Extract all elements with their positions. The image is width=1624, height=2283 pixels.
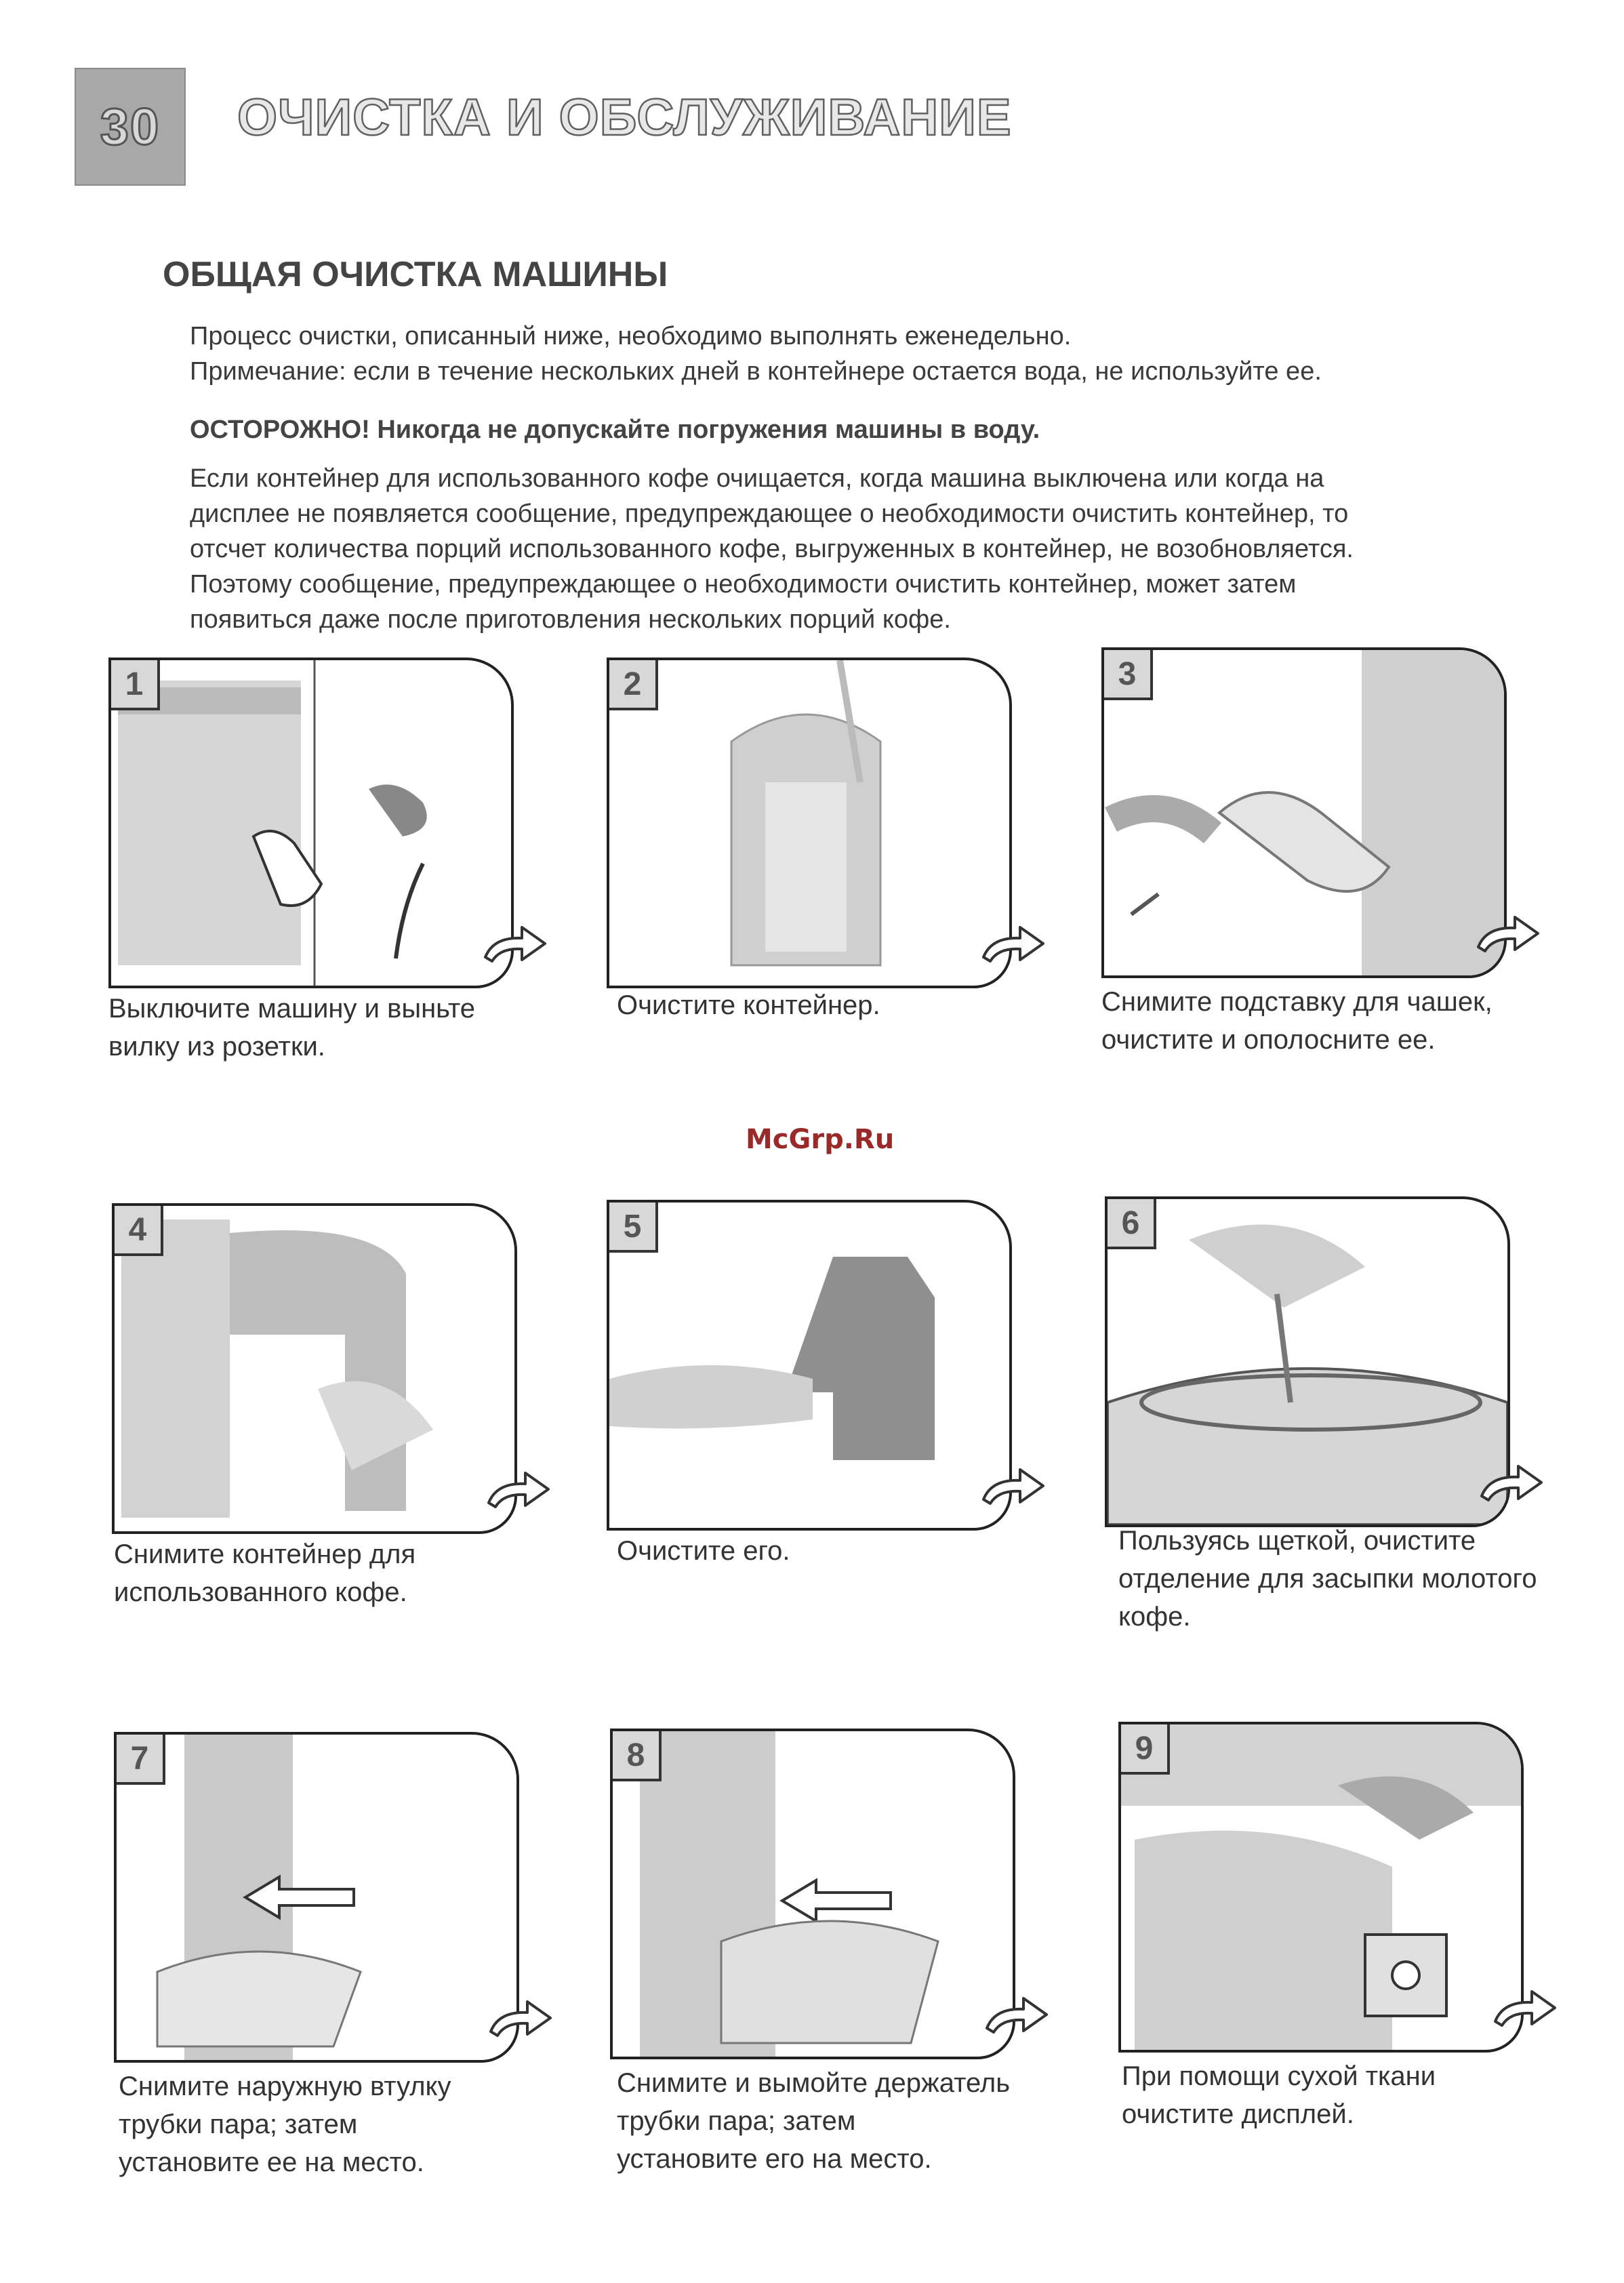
step-caption xyxy=(108,990,475,1066)
step-caption xyxy=(617,986,880,1024)
caption-line: установите ее на место. xyxy=(119,2147,424,2177)
page-number: 30 xyxy=(100,98,161,156)
step-number: 8 xyxy=(610,1729,662,1781)
step-illustration xyxy=(607,658,1012,988)
caption-line: трубки пара; затем xyxy=(119,2109,358,2139)
chapter-title: ОЧИСТКА И ОБСЛУЖИВАНИЕ xyxy=(237,89,1012,146)
next-arrow-icon xyxy=(487,1996,554,2040)
caption-line: Выключите машину и выньте xyxy=(108,994,476,1024)
watermark: McGrp.Ru xyxy=(746,1124,895,1155)
step-illustration xyxy=(112,1203,517,1534)
next-arrow-icon xyxy=(485,1468,552,1511)
step-image xyxy=(115,1206,514,1531)
caption-line: очистите дисплей. xyxy=(1122,2099,1354,2129)
paragraph-line: дисплее не появляется сообщение, предупреждающее о необходимости очистить контейнер, то xyxy=(190,500,1349,528)
intro-line: Процесс очистки, описанный ниже, необходимо выполнять еженедельно. xyxy=(190,322,1072,350)
step-image xyxy=(1121,1724,1521,2050)
paragraph-line: появиться даже после приготовления нескольких порций кофе. xyxy=(190,605,951,634)
step-caption xyxy=(114,1535,415,1611)
next-arrow-icon xyxy=(983,1993,1051,2036)
step-number: 5 xyxy=(607,1200,658,1253)
caption-line: трубки пара; затем xyxy=(617,2106,856,2136)
intro-note: Примечание: если в течение нескольких дней в контейнере остается вода, не используйте ее. xyxy=(190,357,1322,386)
next-arrow-icon xyxy=(481,922,549,965)
step-caption xyxy=(1101,983,1493,1059)
step-illustration xyxy=(1118,1722,1524,2053)
caption-line: Снимите и вымойте держатель xyxy=(617,2068,1011,2098)
step-image xyxy=(111,660,511,986)
step-number: 9 xyxy=(1118,1722,1170,1775)
step-image xyxy=(1104,650,1504,975)
caption-line: Очистите контейнер. xyxy=(617,990,880,1020)
next-arrow-icon xyxy=(1474,912,1542,955)
next-arrow-icon xyxy=(979,1464,1047,1508)
paragraph-line: Поэтому сообщение, предупреждающее о необходимости очистить контейнер, может затем xyxy=(190,570,1297,599)
caption-line: При помощи сухой ткани xyxy=(1122,2061,1436,2091)
step-number: 6 xyxy=(1105,1196,1156,1249)
step-number: 7 xyxy=(114,1732,165,1785)
section-title: ОБЩАЯ ОЧИСТКА МАШИНЫ xyxy=(163,255,668,294)
step-number: 4 xyxy=(112,1203,163,1256)
paragraph-line: Если контейнер для использованного кофе очищается, когда машина выключена или когда на xyxy=(190,464,1324,493)
step-caption xyxy=(617,2064,1010,2178)
caption-line: Очистите его. xyxy=(617,1536,790,1566)
caption-line: кофе. xyxy=(1118,1602,1191,1632)
step-caption xyxy=(617,1532,790,1570)
caption-line: Пользуясь щеткой, очистите xyxy=(1118,1526,1476,1556)
caption-line: отделение для засыпки молотого xyxy=(1118,1564,1537,1594)
next-arrow-icon xyxy=(1491,1986,1559,2029)
caption-line: вилку из розетки. xyxy=(108,1032,325,1062)
caption-line: Снимите контейнер для xyxy=(114,1539,416,1569)
step-image xyxy=(609,660,1009,986)
next-arrow-icon xyxy=(1478,1461,1545,1504)
step-illustration xyxy=(1105,1196,1510,1527)
step-caption xyxy=(1122,2057,1436,2133)
step-image xyxy=(613,1731,1013,2057)
info-paragraph xyxy=(190,461,1518,637)
caption-line: Снимите наружную втулку xyxy=(119,2072,451,2101)
step-caption xyxy=(119,2067,451,2181)
step-number: 3 xyxy=(1101,647,1153,700)
caption-line: установите его на место. xyxy=(617,2144,932,2174)
step-illustration xyxy=(610,1729,1015,2059)
step-illustration xyxy=(607,1200,1012,1531)
step-number: 2 xyxy=(607,658,658,710)
step-image xyxy=(117,1735,516,2060)
step-number: 1 xyxy=(108,658,160,710)
step-illustration xyxy=(114,1732,519,2063)
caption-line: очистите и ополосните ее. xyxy=(1101,1025,1436,1055)
caption-line: Снимите подставку для чашек, xyxy=(1101,987,1493,1017)
page-number-badge xyxy=(75,68,186,186)
intro-text xyxy=(190,319,1518,389)
caption-line: использованного кофе. xyxy=(114,1577,407,1607)
paragraph-line: отсчет количества порций использованного кофе, выгруженных в контейнер, не возобновляется. xyxy=(190,535,1354,563)
step-caption xyxy=(1118,1522,1537,1636)
warning-text: ОСТОРОЖНО! Никогда не допускайте погружения машины в воду. xyxy=(190,416,1040,444)
step-image xyxy=(1108,1199,1507,1524)
step-illustration xyxy=(1101,647,1507,978)
step-image xyxy=(609,1203,1009,1528)
next-arrow-icon xyxy=(979,922,1047,965)
step-illustration xyxy=(108,658,514,988)
